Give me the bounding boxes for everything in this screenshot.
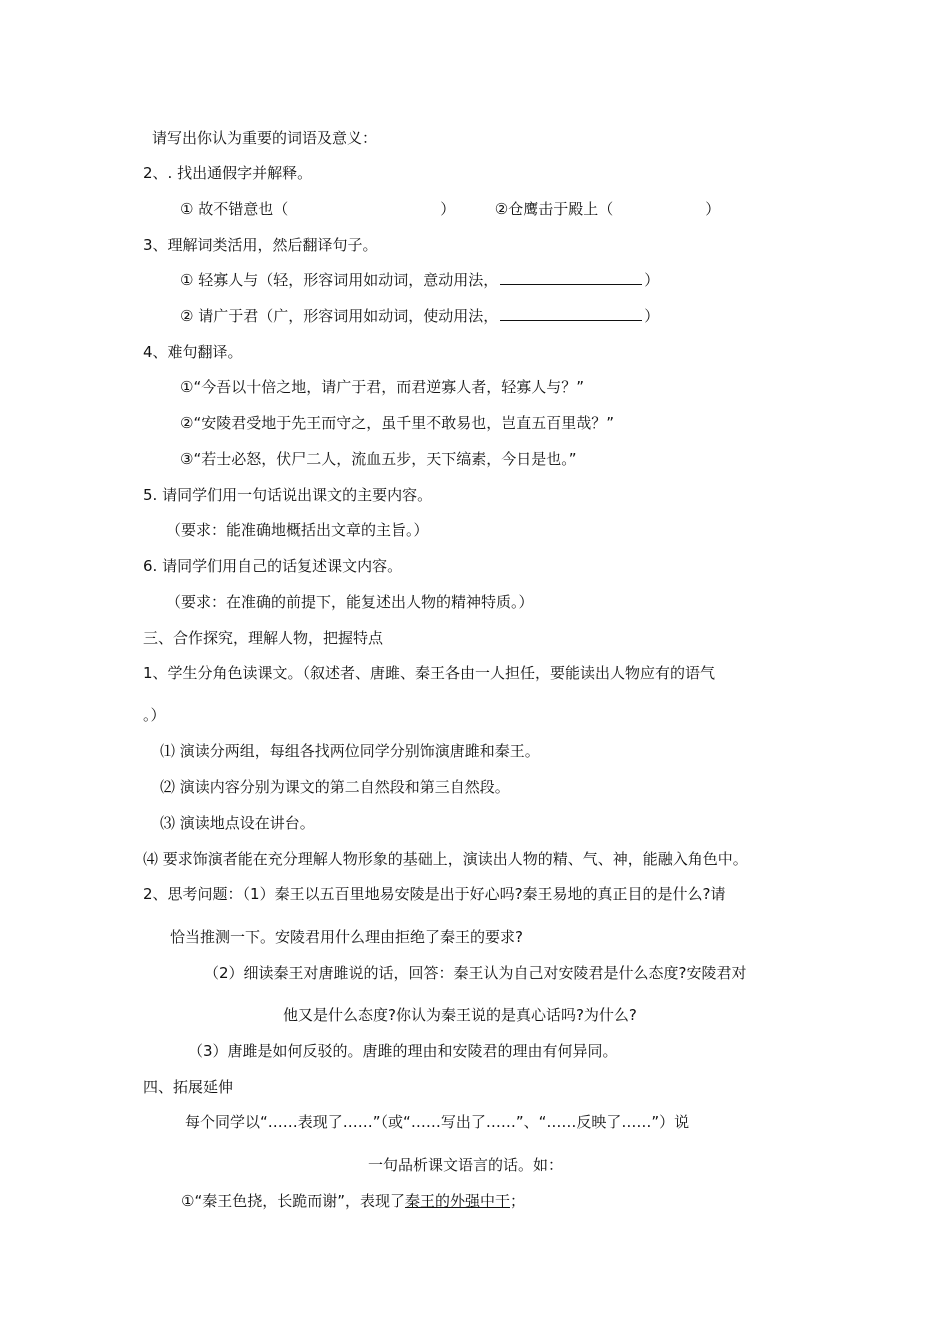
q2-item1: ① 故不错意也（ (180, 200, 289, 218)
answer-blank[interactable] (500, 270, 642, 285)
section4-heading: 四、拓展延伸 (143, 1078, 234, 1096)
section3-q2-line4: 他又是什么态度?你认为秦王说的是真心话吗?为什么? (283, 1006, 637, 1024)
q5-title: 5. 请同学们用一句话说出课文的主要内容。 (143, 486, 433, 504)
example-end: ； (510, 1192, 526, 1210)
q4-sentence-1: ①“今吾以十倍之地，请广于君，而君逆寡人者，轻寡人与？” (180, 378, 584, 396)
q3-item1-close: ） (644, 271, 660, 289)
intro-line: 请写出你认为重要的词语及意义： (152, 129, 378, 147)
section3-q2-line3: （2）细读秦王对唐雎说的话，回答：秦王认为自己对安陵君是什么态度?安陵君对 (204, 964, 747, 982)
example-text: ①“秦王色挠，长跪而谢”，表现了 (181, 1192, 405, 1210)
q3-item2-close: ） (644, 307, 660, 325)
q2-item2: ②仓鹰击于殿上（ (494, 200, 614, 218)
answer-blank[interactable] (500, 306, 642, 321)
q3-item1-text: ① 轻寡人与（轻，形容词用如动词，意动用法， (180, 271, 499, 289)
q4-sentence-3: ③“若士必怒，伏尸二人，流血五步，天下缟素，今日是也。” (180, 450, 577, 468)
q3-item2-text: ② 请广于君（广，形容词用如动词，使动用法， (180, 307, 499, 325)
section3-q2-line2: 恰当推测一下。安陵君用什么理由拒绝了秦王的要求? (170, 928, 523, 946)
section3-bullet-4: ⑷ 要求饰演者能在充分理解人物形象的基础上，演读出人物的精、气、神，能融入角色中。 (143, 850, 748, 868)
section3-q2-line1: 2、思考问题：（1）秦王以五百里地易安陵是出于好心吗?秦王易地的真正目的是什么?请 (143, 885, 726, 903)
section3-bullet-1: ⑴ 演读分两组，每组各找两位同学分别饰演唐雎和秦王。 (160, 742, 540, 760)
q3-item1 (180, 270, 659, 290)
section4-p-line1: 每个同学以“……表现了……”（或“……写出了……”、“……反映了……”）说 (185, 1113, 690, 1131)
q4-sentence-2: ②“安陵君受地于先王而守之，虽千里不敢易也，岂直五百里哉？” (180, 414, 614, 432)
q2-items (180, 199, 720, 219)
q6-title: 6. 请同学们用自己的话复述课文内容。 (143, 557, 403, 575)
q5-requirement: （要求：能准确地概括出文章的主旨。） (166, 521, 429, 539)
section4-example (181, 1191, 525, 1211)
q2-title: 2、. 找出通假字并解释。 (143, 164, 313, 182)
section4-p-line2: 一句品析课文语言的话。如： (368, 1156, 564, 1174)
section3-heading: 三、合作探究，理解人物，把握特点 (143, 629, 384, 647)
q4-title: 4、难句翻译。 (143, 343, 243, 361)
section3-bullet-3: ⑶ 演读地点设在讲台。 (160, 814, 315, 832)
section3-bullet-2: ⑵ 演读内容分别为课文的第二自然段和第三自然段。 (160, 778, 510, 796)
section3-q2-line5: （3）唐雎是如何反驳的。唐雎的理由和安陵君的理由有何异同。 (188, 1042, 618, 1060)
q3-title: 3、理解词类活用，然后翻译句子。 (143, 236, 378, 254)
example-underlined-answer: 秦王的外强中干 (405, 1192, 511, 1210)
section3-p1-line2: 。） (143, 706, 166, 724)
section3-p1-line1: 1、学生分角色读课文。（叙述者、唐雎、秦王各由一人担任，要能读出人物应有的语气 (143, 664, 716, 682)
q6-requirement: （要求：在准确的前提下，能复述出人物的精神特质。） (166, 593, 534, 611)
q2-item2-close: ） (705, 200, 721, 218)
q2-item1-close: ） (440, 200, 456, 218)
q3-item2 (180, 306, 659, 326)
